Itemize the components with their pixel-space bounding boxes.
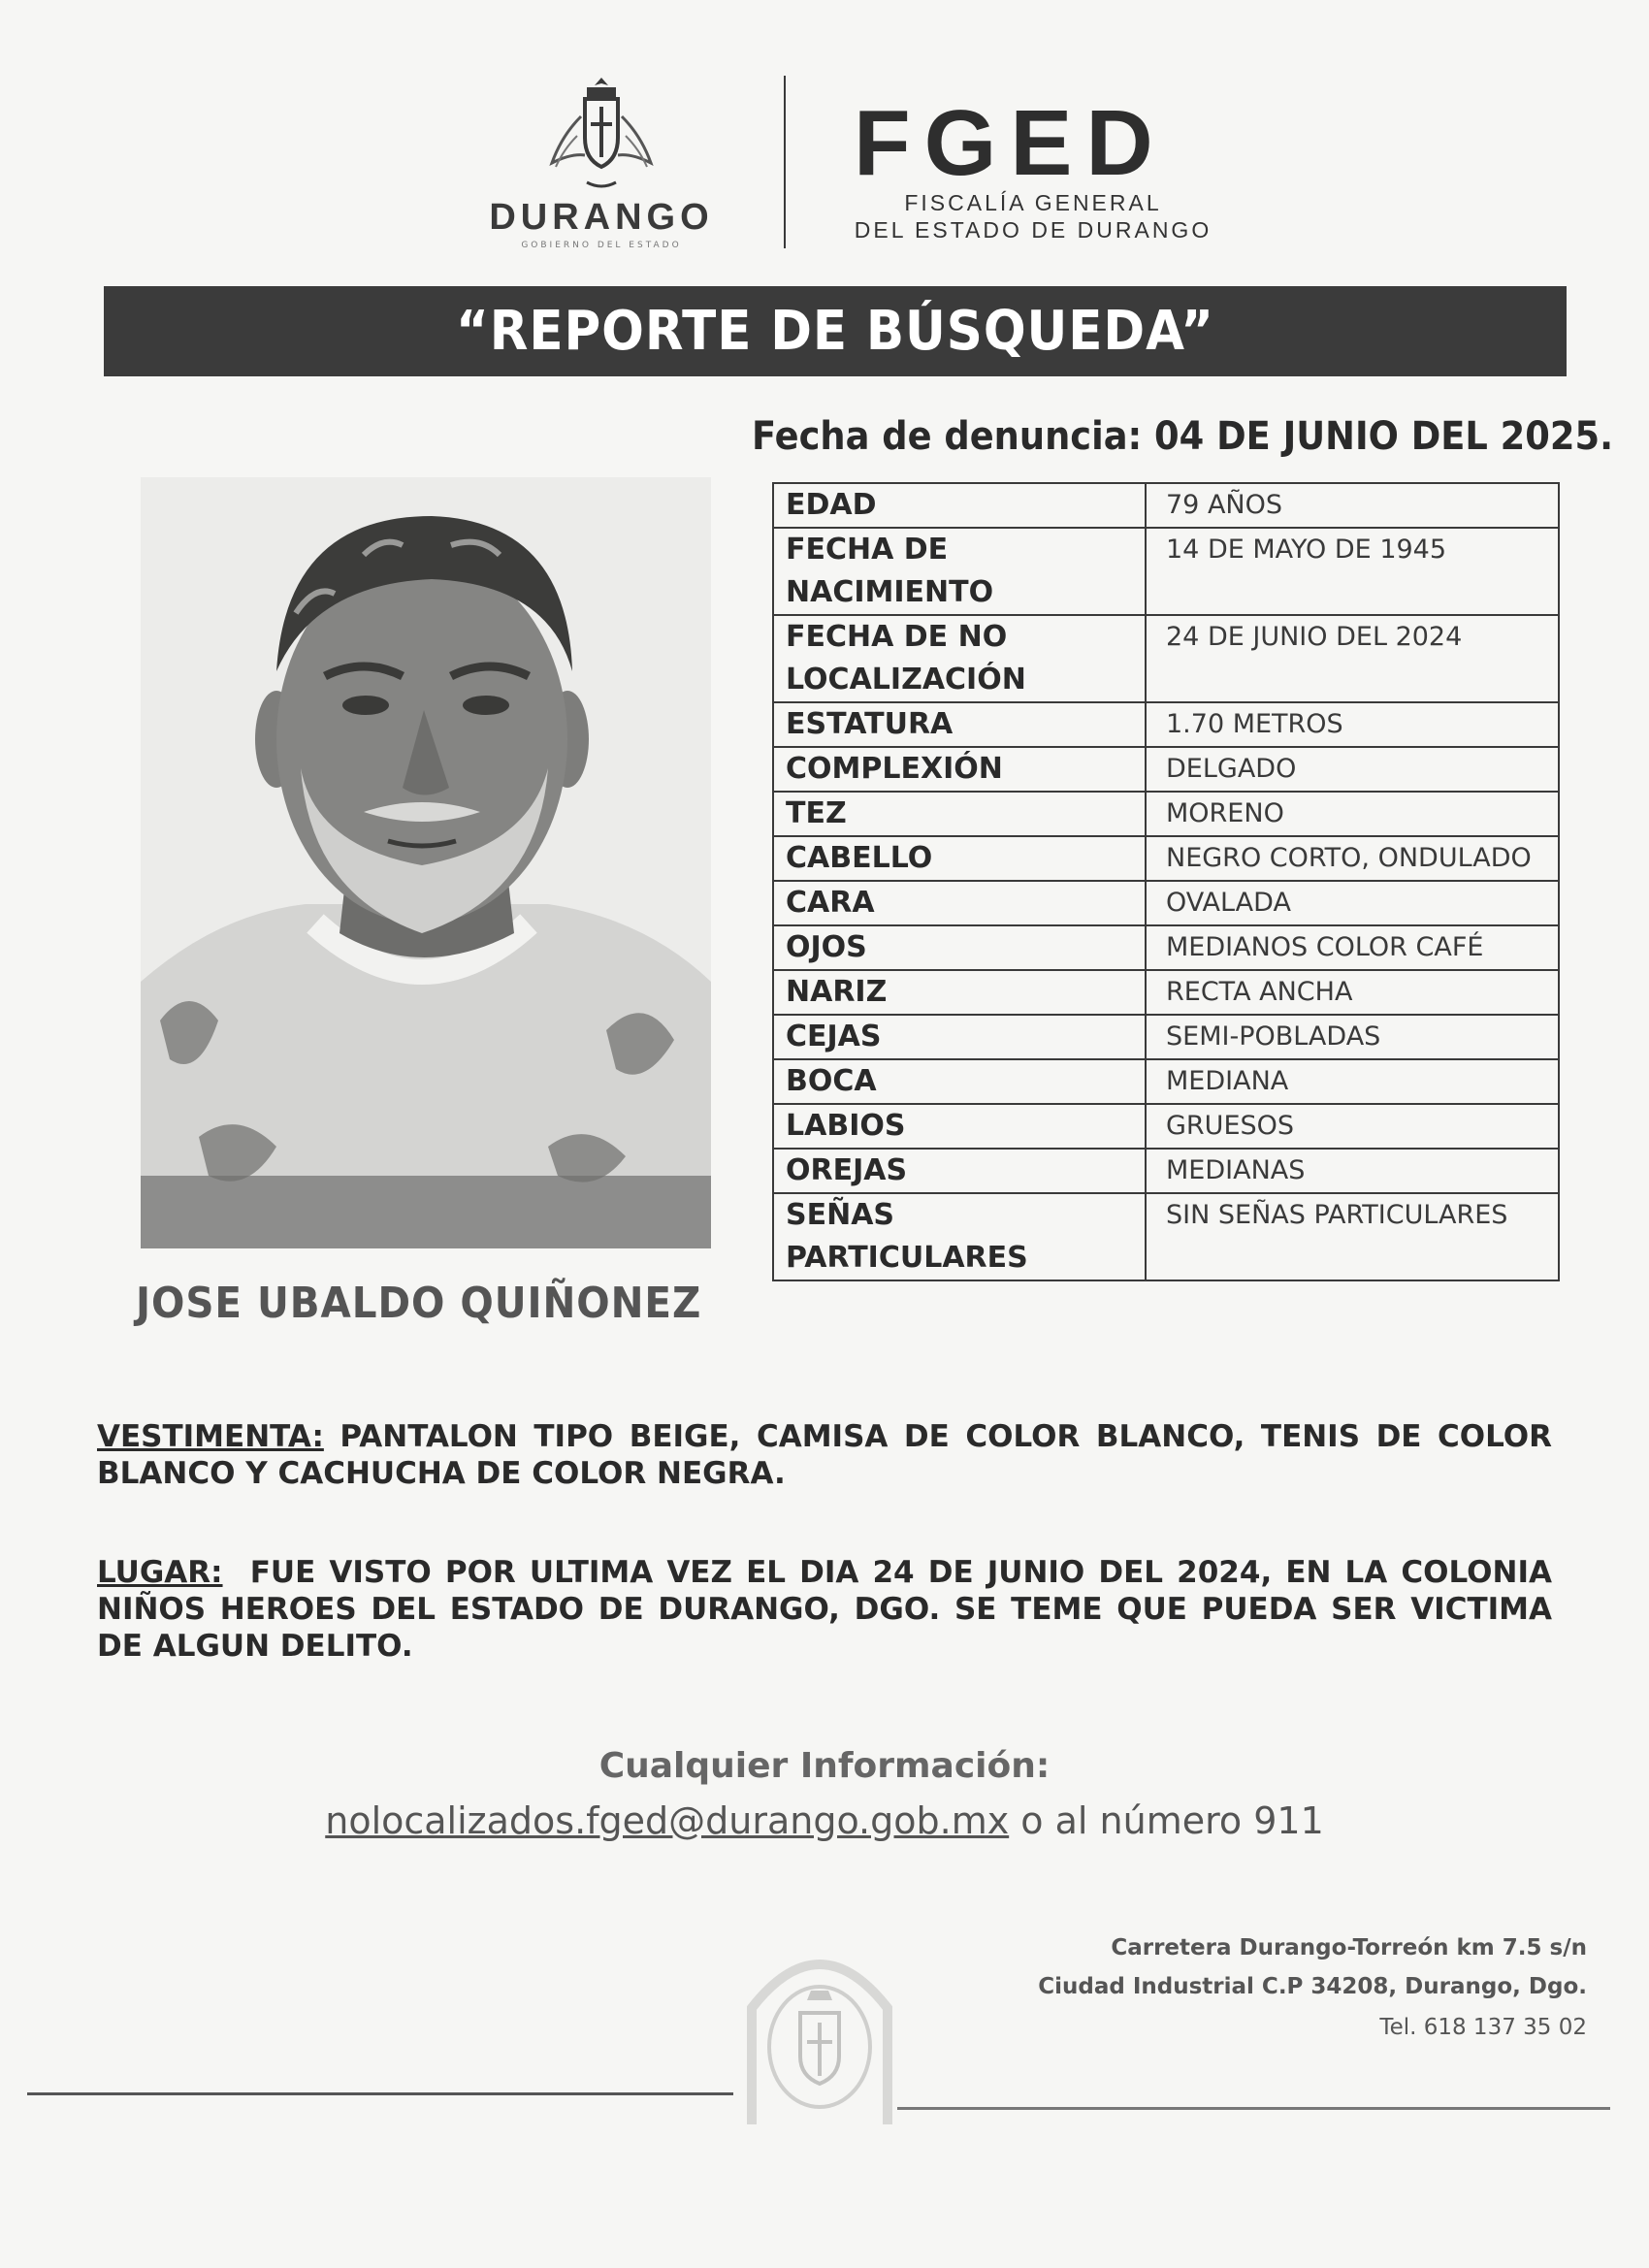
vestimenta-text: PANTALON TIPO BEIGE, CAMISA DE COLOR BLANCO, TENIS DE COLOR BLANCO Y CACHUCHA DE COLOR NEGRA. — [97, 1419, 1552, 1491]
footer-seal-icon — [737, 1930, 902, 2124]
details-value: 79 AÑOS — [1146, 483, 1559, 528]
details-row — [773, 615, 1559, 702]
address-line1: Carretera Durango-Torreón km 7.5 s/n — [1111, 1935, 1587, 1960]
details-label: FECHA DE NACIMIENTO — [773, 528, 1146, 615]
details-label: TEZ — [773, 792, 1146, 836]
details-table — [772, 482, 1560, 1281]
details-row — [773, 792, 1559, 836]
details-label: COMPLEXIÓN — [773, 747, 1146, 792]
agency-name-line1: FISCALÍA GENERAL — [904, 190, 1162, 215]
details-value: MEDIANA — [1146, 1059, 1559, 1104]
contact-email-link[interactable]: nolocalizados.fged@durango.gob.mx — [325, 1799, 1010, 1842]
details-row — [773, 970, 1559, 1015]
lugar-paragraph — [97, 1554, 1563, 1665]
details-value: SIN SEÑAS PARTICULARES — [1146, 1193, 1559, 1280]
details-label: CARA — [773, 881, 1146, 925]
report-title: “REPORTE DE BÚSQUEDA” — [456, 300, 1214, 363]
address-line2: Ciudad Industrial C.P 34208, Durango, Dgo. — [1038, 1974, 1587, 1999]
durango-wordmark: DURANGO — [489, 197, 714, 238]
contact-line — [0, 1799, 1649, 1842]
details-row — [773, 881, 1559, 925]
contact-phone-text: o al número 911 — [1009, 1799, 1324, 1842]
details-row — [773, 702, 1559, 747]
footer-rule-right — [897, 2107, 1610, 2110]
details-label: SEÑAS PARTICULARES — [773, 1193, 1146, 1280]
details-row — [773, 1104, 1559, 1149]
details-label: BOCA — [773, 1059, 1146, 1104]
details-value: NEGRO CORTO, ONDULADO — [1146, 836, 1559, 881]
details-row — [773, 747, 1559, 792]
address-phone: Tel. 618 137 35 02 — [1379, 2015, 1587, 2040]
title-banner — [104, 286, 1567, 376]
details-label: NARIZ — [773, 970, 1146, 1015]
details-value: 24 DE JUNIO DEL 2024 — [1146, 615, 1559, 702]
footer-rule-left — [27, 2092, 733, 2095]
details-row — [773, 836, 1559, 881]
vestimenta-paragraph — [97, 1418, 1552, 1492]
details-row — [773, 925, 1559, 970]
details-value: MORENO — [1146, 792, 1559, 836]
details-label: LABIOS — [773, 1104, 1146, 1149]
details-value: MEDIANOS COLOR CAFÉ — [1146, 925, 1559, 970]
details-row — [773, 1015, 1559, 1059]
report-date: Fecha de denuncia: 04 DE JUNIO DEL 2025. — [752, 414, 1614, 459]
details-row — [773, 528, 1559, 615]
details-label: ESTATURA — [773, 702, 1146, 747]
details-value: DELGADO — [1146, 747, 1559, 792]
person-name: JOSE UBALDO QUIÑONEZ — [136, 1279, 702, 1328]
details-value: OVALADA — [1146, 881, 1559, 925]
details-value: 1.70 METROS — [1146, 702, 1559, 747]
lugar-label: LUGAR: — [97, 1555, 223, 1590]
details-value: 14 DE MAYO DE 1945 — [1146, 528, 1559, 615]
details-label: FECHA DE NO LOCALIZACIÓN — [773, 615, 1146, 702]
durango-subtitle: GOBIERNO DEL ESTADO — [521, 241, 682, 250]
details-row — [773, 483, 1559, 528]
agency-name-line2: DEL ESTADO DE DURANGO — [854, 217, 1212, 243]
details-value: MEDIANAS — [1146, 1149, 1559, 1193]
details-label: OJOS — [773, 925, 1146, 970]
details-value: SEMI-POBLADAS — [1146, 1015, 1559, 1059]
durango-crest-icon — [548, 68, 655, 194]
contact-heading: Cualquier Información: — [598, 1746, 1051, 1786]
details-value: GRUESOS — [1146, 1104, 1559, 1149]
details-label: EDAD — [773, 483, 1146, 528]
vestimenta-label: VESTIMENTA: — [97, 1419, 324, 1454]
details-row — [773, 1059, 1559, 1104]
details-row — [773, 1149, 1559, 1193]
agency-acronym: FGED — [854, 91, 1167, 195]
person-photo — [141, 477, 711, 1248]
header-divider — [784, 76, 786, 248]
details-label: CEJAS — [773, 1015, 1146, 1059]
details-label: CABELLO — [773, 836, 1146, 881]
durango-logo — [456, 68, 747, 252]
details-label: OREJAS — [773, 1149, 1146, 1193]
details-value: RECTA ANCHA — [1146, 970, 1559, 1015]
lugar-text: FUE VISTO POR ULTIMA VEZ EL DIA 24 DE JUNIO DEL 2024, EN LA COLONIA NIÑOS HEROES DEL ESTADO DE DURANGO, DGO. SE TEME QUE PUEDA SER VICTIMA DE ALGUN DELITO. — [97, 1555, 1563, 1664]
details-row — [773, 1193, 1559, 1280]
